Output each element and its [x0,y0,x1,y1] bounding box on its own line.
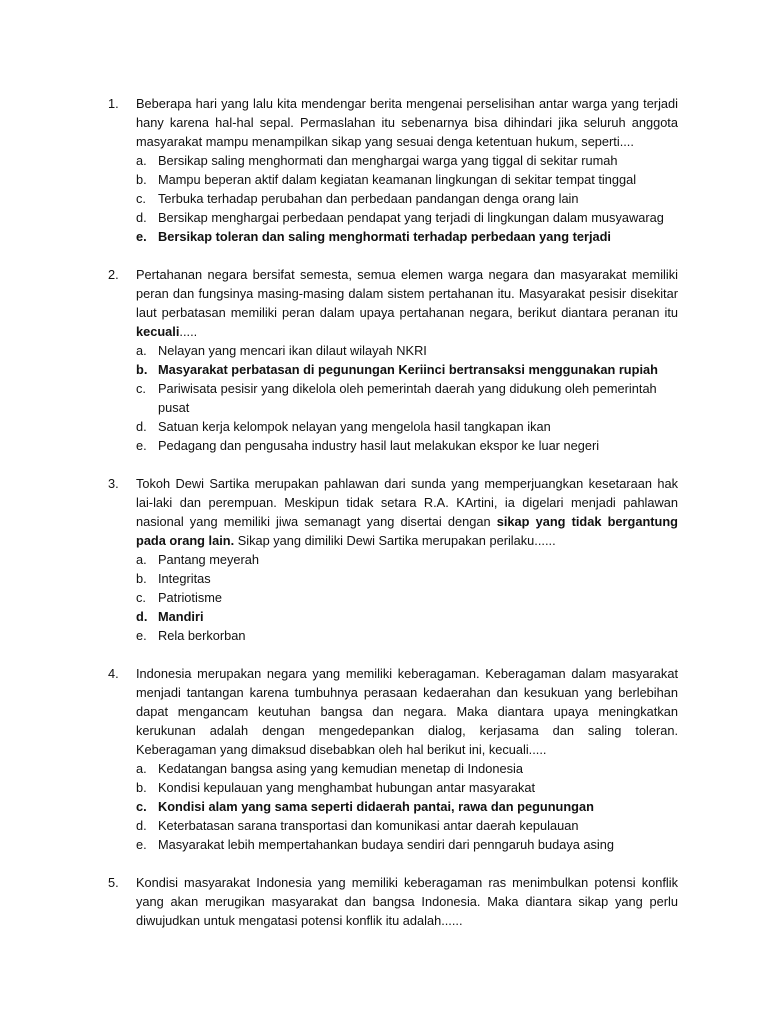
question-text-segment: Kondisi masyarakat Indonesia yang memiliki keberagaman ras menimbulkan potensi konflik yang akan merugikan masyarakat dan bangsa Indonesia. Maka diantara sikap yang perlu diwujudkan untuk mengatasi potensi konflik itu adalah...... [136,875,678,928]
option-text: Mandiri [158,609,204,624]
option-text: Kondisi kepulauan yang menghambat hubungan antar masyarakat [158,780,536,795]
question-text-emphasis: kecuali [136,324,180,339]
answer-options [136,151,678,246]
option-letter: a. [136,552,147,567]
answer-option [136,778,678,797]
answer-option-marked [136,607,678,626]
question-text [136,265,678,341]
question-number: 2. [108,267,119,282]
option-text: Integritas [158,571,211,586]
question-2 [108,265,678,455]
question-1 [108,94,678,246]
answer-option [136,379,678,417]
answer-option [136,626,678,645]
option-letter: b. [136,172,147,187]
answer-option-marked [136,797,678,816]
question-text-segment: Pertahanan negara bersifat semesta, semua elemen warga negara dan masyarakat memiliki peran dan fungsinya masing-masing dalam sistem pertahanan itu. Masyarakat pesisir disekitar laut perbatasan memiliki peran dalam upaya pertahanan negara, berikut diantara peranan itu [136,267,678,320]
option-text: Nelayan yang mencari ikan dilaut wilayah NKRI [158,343,427,358]
answer-option [136,436,678,455]
question-text-segment: Tokoh Dewi Sartika merupakan pahlawan dari sunda yang memperjuangkan kesetaraan hak lai-laki dan perempuan. Meskipun tidak setara R.A. KArtini, ia digelari menjadi pahlawan nasional yang memiliki jiwa semanagt yang disertai dengan [136,476,678,529]
question-text [136,873,678,930]
option-text: Kondisi alam yang sama seperti didaerah pantai, rawa dan pegunungan [158,799,594,814]
question-5 [108,873,678,930]
option-letter: e. [136,438,147,453]
option-letter: c. [136,191,146,206]
option-letter: b. [136,571,147,586]
answer-options [136,341,678,455]
answer-option [136,759,678,778]
option-letter: c. [136,799,147,814]
answer-option-marked [136,227,678,246]
question-text-segment: Beberapa hari yang lalu kita mendengar berita mengenai perselisihan antar warga yang terjadi hany karena hal-hal sepal. Permaslahan itu sebenarnya bisa dihindari jika seluruh anggota masyarakat mampu menampilkan sikap yang sesuai denga ketentuan hukum, seperti.... [136,96,678,149]
option-letter: c. [136,590,146,605]
option-letter: d. [136,210,147,225]
question-3 [108,474,678,645]
option-text: Keterbatasan sarana transportasi dan komunikasi antar daerah kepulauan [158,818,579,833]
option-text: Mampu beperan aktif dalam kegiatan keamanan lingkungan di sekitar tempat tinggal [158,172,637,187]
question-list [108,94,678,930]
option-letter: a. [136,343,147,358]
option-letter: e. [136,229,147,244]
answer-option [136,417,678,436]
option-text: Pantang meyerah [158,552,260,567]
question-text-segment: ..... [179,324,198,339]
option-letter: a. [136,761,147,776]
question-text-segment: Sikap yang dimiliki Dewi Sartika merupakan perilaku...... [234,533,556,548]
option-letter: e. [136,628,147,643]
answer-option [136,208,678,227]
question-number: 5. [108,875,119,890]
option-letter: d. [136,609,148,624]
question-4 [108,664,678,854]
question-text-segment: Indonesia merupakan negara yang memiliki keberagaman. Keberagaman dalam masyarakat menjadi tantangan karena tumbuhnya perasaan kedaerahan dan kesukuan yang berlebihan dapat mengancam keutuhan bangsa dan negara. Maka diantara upaya meningkatkan kerukunan adalah dengan mengedepankan dialog, kerjasama dan saling toleran. Keberagaman yang dimaksud disebabkan oleh hal berikut ini, kecuali..... [136,666,678,757]
answer-option [136,341,678,360]
option-letter: d. [136,419,147,434]
question-text [136,664,678,759]
option-letter: c. [136,381,146,396]
option-text: Bersikap menghargai perbedaan pendapat yang terjadi di lingkungan dalam musyawarag [158,210,664,225]
question-text [136,474,678,550]
answer-options [136,550,678,645]
option-text: Rela berkorban [158,628,246,643]
option-text: Bersikap toleran dan saling menghormati terhadap perbedaan yang terjadi [158,229,611,244]
option-letter: a. [136,153,147,168]
question-number: 3. [108,476,119,491]
option-text: Terbuka terhadap perubahan dan perbedaan pandangan denga orang lain [158,191,579,206]
option-text: Pedagang dan pengusaha industry hasil laut melakukan ekspor ke luar negeri [158,438,600,453]
answer-option [136,189,678,208]
answer-option [136,816,678,835]
question-number: 1. [108,96,119,111]
option-text: Masyarakat lebih mempertahankan budaya sendiri dari penngaruh budaya asing [158,837,615,852]
answer-option [136,550,678,569]
question-text-emphasis: sikap yang tidak bergantung pada orang lain. [136,514,678,548]
option-text: Kedatangan bangsa asing yang kemudian menetap di Indonesia [158,761,523,776]
option-text: Patriotisme [158,590,223,605]
option-text: Satuan kerja kelompok nelayan yang mengelola hasil tangkapan ikan [158,419,551,434]
answer-options [136,759,678,854]
answer-option [136,170,678,189]
question-number: 4. [108,666,119,681]
option-text: Bersikap saling menghormati dan menghargai warga yang tiggal di sekitar rumah [158,153,618,168]
question-text [136,94,678,151]
option-letter: d. [136,818,147,833]
option-letter: b. [136,362,148,377]
answer-option-marked [136,360,678,379]
option-letter: b. [136,780,147,795]
option-letter: e. [136,837,147,852]
answer-option [136,835,678,854]
option-text: Pariwisata pesisir yang dikelola oleh pemerintah daerah yang didukung oleh pemerintah pusat [158,381,657,415]
answer-option [136,588,678,607]
answer-option [136,569,678,588]
answer-option [136,151,678,170]
option-text: Masyarakat perbatasan di pegunungan Keriinci bertransaksi menggunakan rupiah [158,362,658,377]
